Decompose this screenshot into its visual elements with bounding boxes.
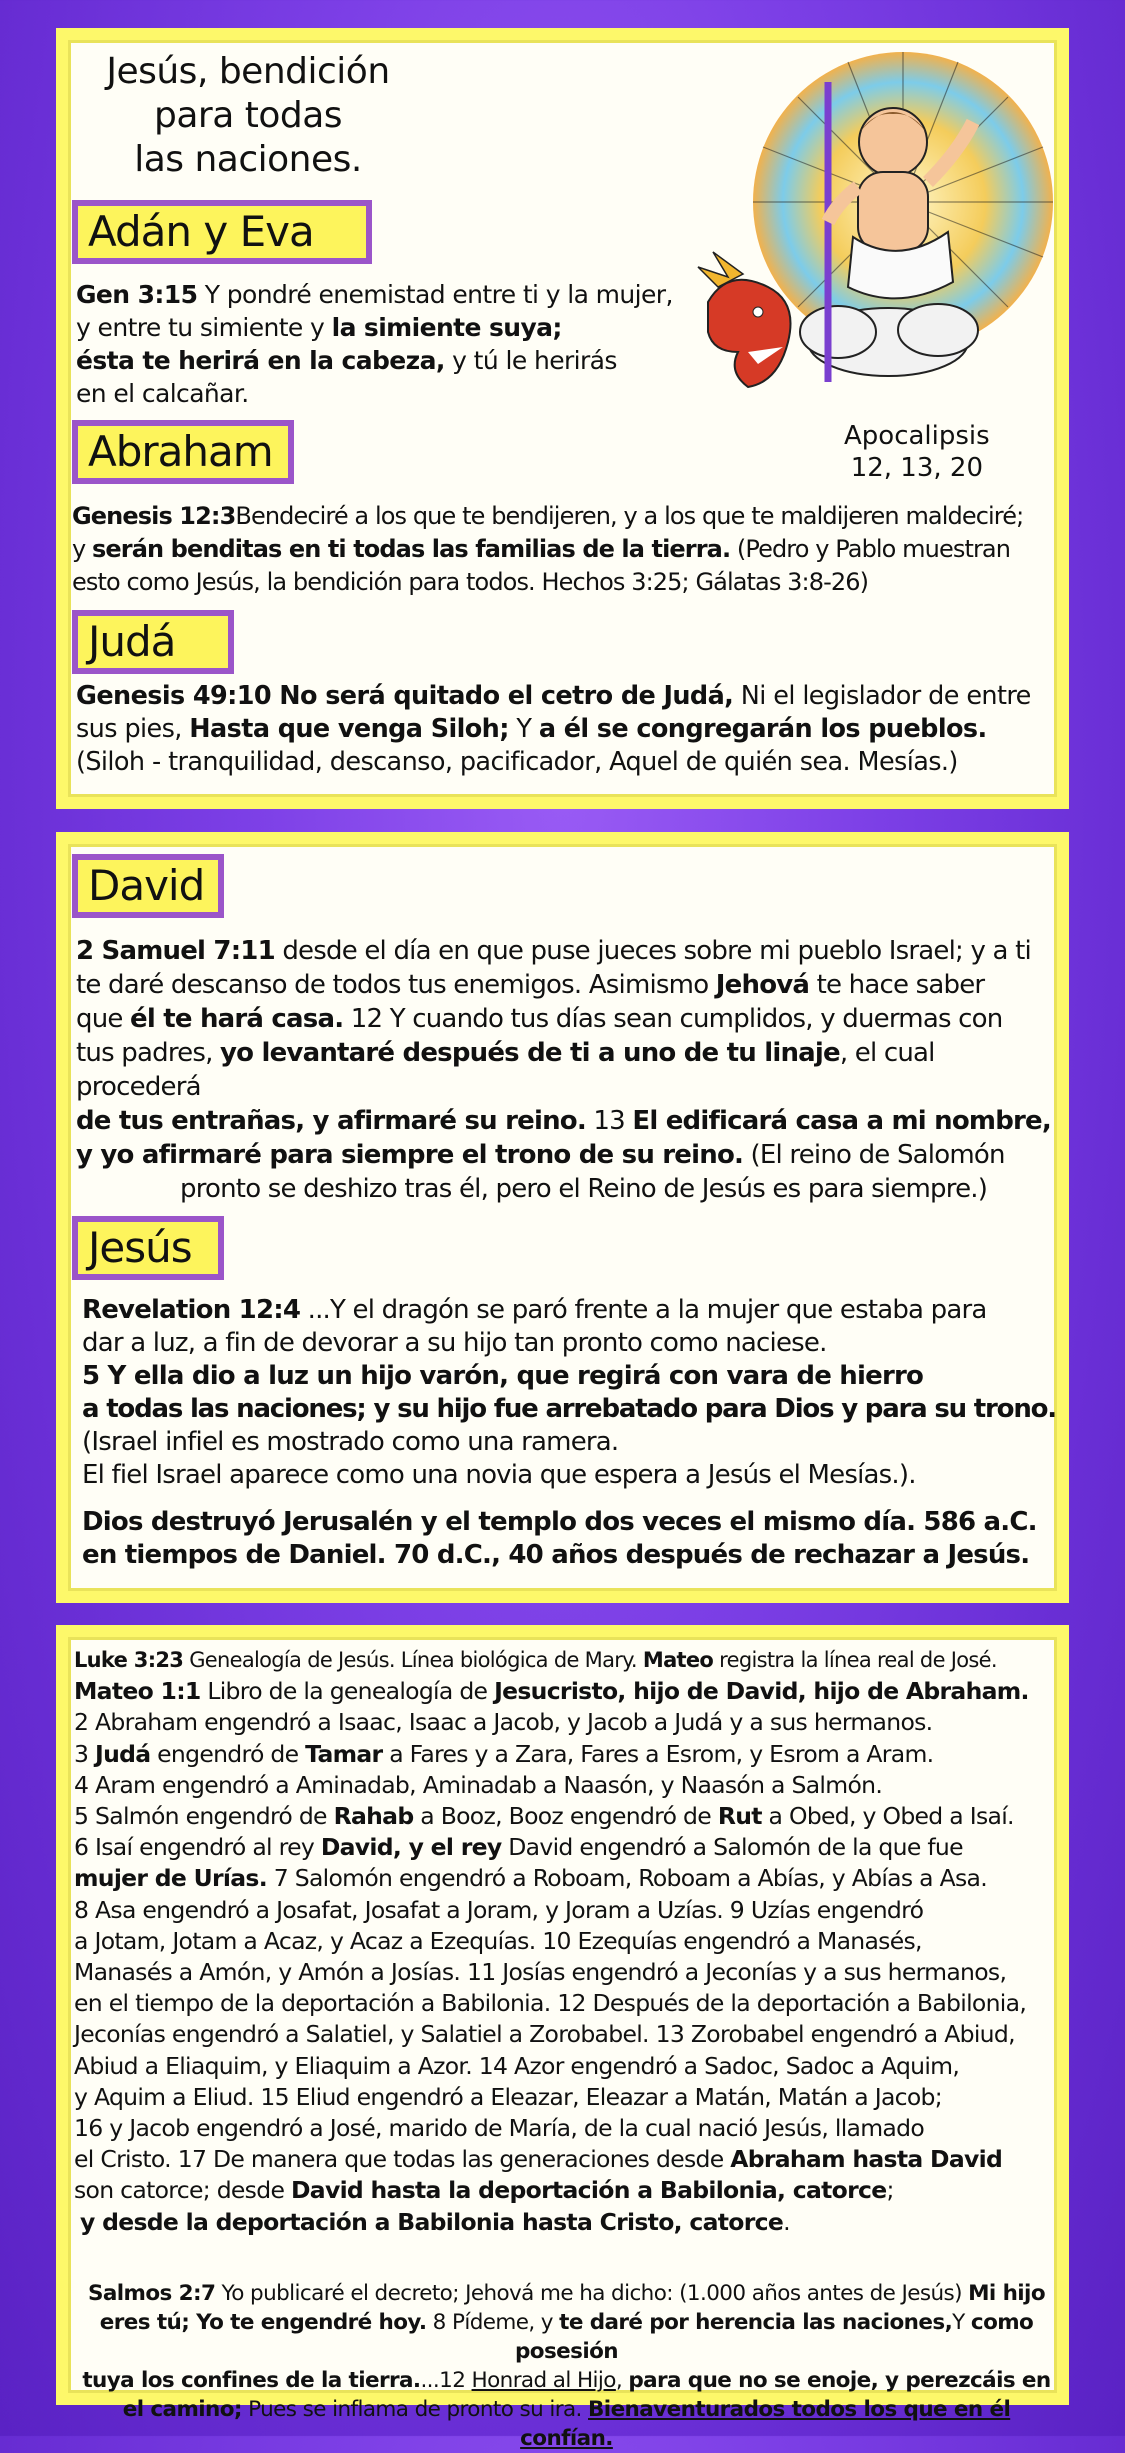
panel-genealogy (56, 1625, 1069, 2451)
text-line (74, 1645, 1029, 1676)
heading-abraham (72, 420, 294, 484)
verse-text: Y (508, 714, 539, 744)
verse-emphasis: Genesis 49:10 No será quitado el cetro de Judá, (76, 681, 734, 711)
verse-text: (El reino de Salomón (743, 1140, 1005, 1170)
apocalipsis-caption (844, 420, 990, 484)
verse-emphasis: como posesión (515, 2310, 1034, 2364)
verse-text: esto como Jesús, la bendición para todos. Hechos 3:25; Gálatas 3:8-26) (72, 568, 869, 596)
verse-text: Yo publicaré el decreto; Jehová me ha dicho: (1.000 años antes de Jesús) (215, 2281, 969, 2306)
verse-ref: Revelation 12:4 (82, 1295, 301, 1325)
verse-emphasis: Dios destruyó Jerusalén y el templo dos veces el mismo día. 586 a.C. (82, 1507, 1037, 1537)
text-line (72, 533, 1023, 566)
verse-text: en el tiempo de la deportación a Babilonia. 12 Después de la deportación a Babilonia, (74, 1989, 1027, 2018)
verse-text: 3 (74, 1739, 96, 1768)
verse-text: David engendró a Salomón de la que fue (501, 1833, 963, 1862)
verse-emphasis: a él se congregarán los pueblos. (538, 714, 987, 744)
text-line (74, 2279, 1059, 2308)
text-line (74, 2366, 1059, 2395)
verse-ref: Gen 3:15 (76, 280, 198, 309)
verse-text: 8 Asa engendró a Josafat, Josafat a Joram, y Joram a Uzías. 9 Uzías engendró (74, 1895, 924, 1924)
text-line (76, 377, 673, 410)
verse-emphasis: David hasta la deportación a Babilonia, catorce (290, 2176, 887, 2205)
text-line (74, 1770, 1029, 1801)
verse-text: Genealogía de Jesús. Línea biológica de Mary. (183, 1648, 643, 1672)
text-line (76, 1036, 1057, 1104)
text-line (76, 1138, 1057, 1172)
baby-jesus-dragon-illustration (688, 52, 1068, 452)
text-line (74, 2308, 1059, 2366)
revelation-12-4-text (82, 1294, 1056, 1572)
heading-label: Jesús (88, 1223, 192, 1272)
verse-text: 8 Pídeme, y (426, 2310, 560, 2335)
heading-label: Abraham (88, 427, 273, 476)
title-line: las naciones. (134, 139, 362, 180)
verse-emphasis: Mateo (642, 1648, 714, 1672)
genesis-49-10-text (76, 680, 1031, 779)
text-line (76, 713, 1031, 746)
verse-text: 12 Y cuando tus días sean cumplidos, y duermas con (343, 1004, 1003, 1034)
text-line (74, 2395, 1059, 2453)
verse-text: engendró de (150, 1739, 306, 1768)
panel-blessing (56, 28, 1069, 809)
text-line (76, 746, 1031, 779)
verse-emphasis: Rahab (333, 1802, 414, 1831)
verse-emphasis: y yo afirmaré para siempre el trono de su reino. (76, 1140, 744, 1170)
text-line (74, 1676, 1029, 1707)
verse-text: a Fares y a Zara, Fares a Esrom, y Esrom a Aram. (382, 1739, 934, 1768)
text-line (76, 1104, 1057, 1138)
verse-text: Jeconías engendró a Salatiel, y Salatiel a Zorobabel. 13 Zorobabel engendró a Abiud, (74, 2020, 1015, 2049)
verse-text: a Booz, Booz engendró de (413, 1802, 718, 1831)
verse-emphasis: El edificará casa a mi nombre, (632, 1106, 1051, 1136)
genesis-12-3-text (72, 500, 1023, 599)
text-line (74, 1863, 1029, 1894)
verse-text: el Cristo. 17 De manera que todas las generaciones desde (74, 2145, 731, 2174)
verse-emphasis: para que no se enoje, y perezcáis en (628, 2368, 1051, 2393)
2-samuel-7-11-text (76, 934, 1057, 1206)
heading-label: Judá (88, 617, 176, 666)
verse-text: El fiel Israel aparece como una novia que espera a Jesús el Mesías.). (82, 1460, 916, 1490)
verse-text: , el cual procederá (76, 1038, 935, 1102)
verse-emphasis: y desde la deportación a Babilonia hasta Cristo, catorce (80, 2207, 784, 2236)
verse-text: a Jotam, Jotam a Acaz, y Acaz a Ezequías. 10 Ezequías engendró a Manasés, (74, 1926, 922, 1955)
verse-text: desde el día en que puse jueces sobre mi pueblo Israel; y a ti (274, 936, 1031, 966)
verse-emphasis: Hasta que venga Siloh; (189, 714, 509, 744)
verse-text: en el calcañar. (76, 379, 249, 408)
text-line (82, 1360, 1056, 1393)
text-line (74, 1801, 1029, 1832)
heading-adan-y-eva (72, 200, 372, 264)
title-line: para todas (153, 95, 343, 136)
text-line (76, 680, 1031, 713)
verse-text: pronto se deshizo tras él, pero el Reino de Jesús es para siempre.) (180, 1174, 988, 1204)
verse-emphasis: tuya los confines de la tierra. (82, 2368, 421, 2393)
verse-emphasis: de tus entrañas, y afirmaré su reino. (76, 1106, 586, 1136)
verse-text: , (615, 2368, 629, 2393)
verse-text: 16 y Jacob engendró a José, marido de María, de la cual nació Jesús, llamado (74, 2114, 925, 2143)
verse-text: y entre tu simiente y (76, 313, 332, 342)
text-line (74, 2144, 1029, 2175)
heading-david (72, 854, 224, 918)
verse-text: ; (886, 2176, 894, 2205)
text-line (82, 1459, 1056, 1492)
verse-emphasis: el camino; (122, 2397, 242, 2422)
salmos-2-7-text (74, 2279, 1059, 2453)
text-line (72, 566, 1023, 599)
verse-text: que (76, 1004, 131, 1034)
heading-label: David (88, 861, 205, 910)
heading-juda (72, 610, 234, 674)
verse-text: Abiud a Eliaquim, y Eliaquim a Azor. 14 Azor engendró a Sadoc, Sadoc a Aquim, (74, 2051, 960, 2080)
title-line: Jesús, bendición (106, 51, 390, 92)
verse-text: Libro de la genealogía de (200, 1677, 495, 1706)
spacer (82, 1492, 1056, 1506)
verse-ref: Luke 3:23 (74, 1648, 184, 1672)
verse-emphasis: Judá (95, 1739, 151, 1768)
verse-emphasis: Rut (717, 1802, 762, 1831)
text-line (82, 1393, 1056, 1426)
verse-emphasis: Jesucristo, hijo de David, hijo de Abraham. (494, 1677, 1029, 1706)
verse-text: dar a luz, a fin de devorar a su hijo tan pronto como naciese. (82, 1328, 827, 1358)
verse-emphasis: en tiempos de Daniel. 70 d.C., 40 años después de rechazar a Jesús. (82, 1540, 1030, 1570)
verse-emphasis: David, y el rey (320, 1833, 502, 1862)
verse-emphasis: eres tú; Yo te engendré hoy. (99, 2310, 427, 2335)
verse-text: . (783, 2207, 790, 2236)
text-line (74, 2082, 1029, 2113)
verse-underlined: Honrad al Hijo (471, 2368, 616, 2393)
verse-emphasis: Jehová (715, 970, 810, 1000)
text-line (76, 1172, 1057, 1206)
text-line (76, 344, 673, 377)
verse-text: (Pedro y Pablo muestran (730, 535, 1011, 563)
text-line (82, 1506, 1056, 1539)
verse-text: (Siloh - tranquilidad, descanso, pacificador, Aquel de quién sea. Mesías.) (76, 747, 958, 777)
text-line (74, 1988, 1029, 2019)
verse-text: Bendeciré a los que te bendijeren, y a los que te maldijeren maldeciré; (235, 502, 1024, 530)
text-line (74, 2113, 1029, 2144)
verse-ref: Mateo 1:1 (74, 1677, 201, 1706)
verse-emphasis: Abraham hasta David (730, 2145, 1003, 2174)
verse-emphasis: a todas las naciones; y su hijo fue arrebatado para Dios y para su trono. (82, 1394, 1056, 1424)
text-line (82, 1294, 1056, 1327)
verse-text: te daré descanso de todos tus enemigos. Asimismo (76, 970, 716, 1000)
verse-emphasis: la simiente suya; (331, 313, 562, 342)
text-line (72, 500, 1023, 533)
text-line (74, 2019, 1029, 2050)
text-line (76, 278, 673, 311)
verse-text: 13 (585, 1106, 633, 1136)
verse-text: Pues se inflama de pronto su ira. (241, 2397, 589, 2422)
verse-text: y Aquim a Eliud. 15 Eliud engendró a Eleazar, Eleazar a Matán, Matán a Jacob; (74, 2082, 942, 2111)
text-line (74, 2051, 1029, 2082)
text-line (82, 1327, 1056, 1360)
verse-text: registra la línea real de José. (713, 1648, 997, 1672)
verse-text: tus padres, (76, 1038, 221, 1068)
verse-emphasis: Mi hijo (968, 2281, 1045, 2306)
text-line (74, 1739, 1029, 1770)
verse-text: Y (952, 2310, 971, 2335)
text-line (76, 1002, 1057, 1036)
verse-text: (Israel infiel es mostrado como una ramera. (82, 1427, 619, 1457)
text-line (74, 1926, 1029, 1957)
gen-3-15-text (76, 278, 673, 410)
text-line (82, 1426, 1056, 1459)
caption-line: 12, 13, 20 (850, 453, 983, 483)
text-line (74, 1707, 1029, 1738)
verse-emphasis: él te hará casa. (130, 1004, 344, 1034)
text-line (74, 1832, 1029, 1863)
heading-label: Adán y Eva (88, 207, 314, 256)
verse-text: Manasés a Amón, y Amón a Josías. 11 Josías engendró a Jeconías y a sus hermanos, (74, 1958, 1007, 1987)
verse-text: Y pondré enemistad entre ti y la mujer, (197, 280, 673, 309)
verse-text: y tú le herirás (444, 346, 617, 375)
verse-text: a Obed, y Obed a Isaí. (761, 1802, 1014, 1831)
verse-text: Ni el legislador de entre (733, 681, 1031, 711)
verse-underlined: Bienaventurados todos los que en él confían. (520, 2397, 1011, 2451)
verse-emphasis: serán benditas en ti todas las familias de la tierra. (92, 535, 731, 563)
verse-text: 7 Salomón engendró a Roboam, Roboam a Abías, y Abías a Asa. (266, 1864, 988, 1893)
verse-text: 2 Abraham engendró a Isaac, Isaac a Jacob, y Jacob a Judá y a sus hermanos. (74, 1708, 933, 1737)
verse-emphasis: te daré por herencia las naciones, (559, 2310, 953, 2335)
verse-text: son catorce; desde (74, 2176, 291, 2205)
text-line (74, 1957, 1029, 1988)
verse-text: 4 Aram engendró a Aminadab, Aminadab a Naasón, y Naasón a Salmón. (74, 1770, 883, 1799)
text-line (74, 2175, 1029, 2206)
verse-emphasis: mujer de Urías. (74, 1864, 267, 1893)
verse-text: y (72, 535, 93, 563)
genealogy-text (74, 1645, 1029, 2238)
text-line (82, 1539, 1056, 1572)
panel-david-jesus (56, 832, 1069, 1603)
text-line (76, 934, 1057, 968)
verse-emphasis: yo levantaré después de ti a uno de tu linaje (220, 1038, 840, 1068)
verse-emphasis: Tamar (305, 1739, 383, 1768)
caption-line: Apocalipsis (844, 421, 990, 451)
text-line (74, 2207, 1029, 2238)
text-line (76, 311, 673, 344)
verse-ref: Genesis 12:3 (72, 502, 236, 530)
heading-jesus (72, 1216, 224, 1280)
verse-text: ...12 (420, 2368, 472, 2393)
verse-ref: 2 Samuel 7:11 (76, 936, 275, 966)
verse-emphasis: 5 Y ella dio a luz un hijo varón, que regirá con vara de hierro (82, 1361, 924, 1391)
verse-ref: Salmos 2:7 (87, 2281, 216, 2306)
text-line (74, 1895, 1029, 1926)
verse-text: te hace saber (809, 970, 985, 1000)
verse-text: sus pies, (76, 714, 190, 744)
verse-text: 5 Salmón engendró de (74, 1802, 334, 1831)
verse-text: ...Y el dragón se paró frente a la mujer que estaba para (300, 1295, 987, 1325)
verse-text: 6 Isaí engendró al rey (74, 1833, 321, 1862)
page-title (88, 50, 408, 182)
text-line (76, 968, 1057, 1002)
verse-emphasis: ésta te herirá en la cabeza, (76, 346, 445, 375)
